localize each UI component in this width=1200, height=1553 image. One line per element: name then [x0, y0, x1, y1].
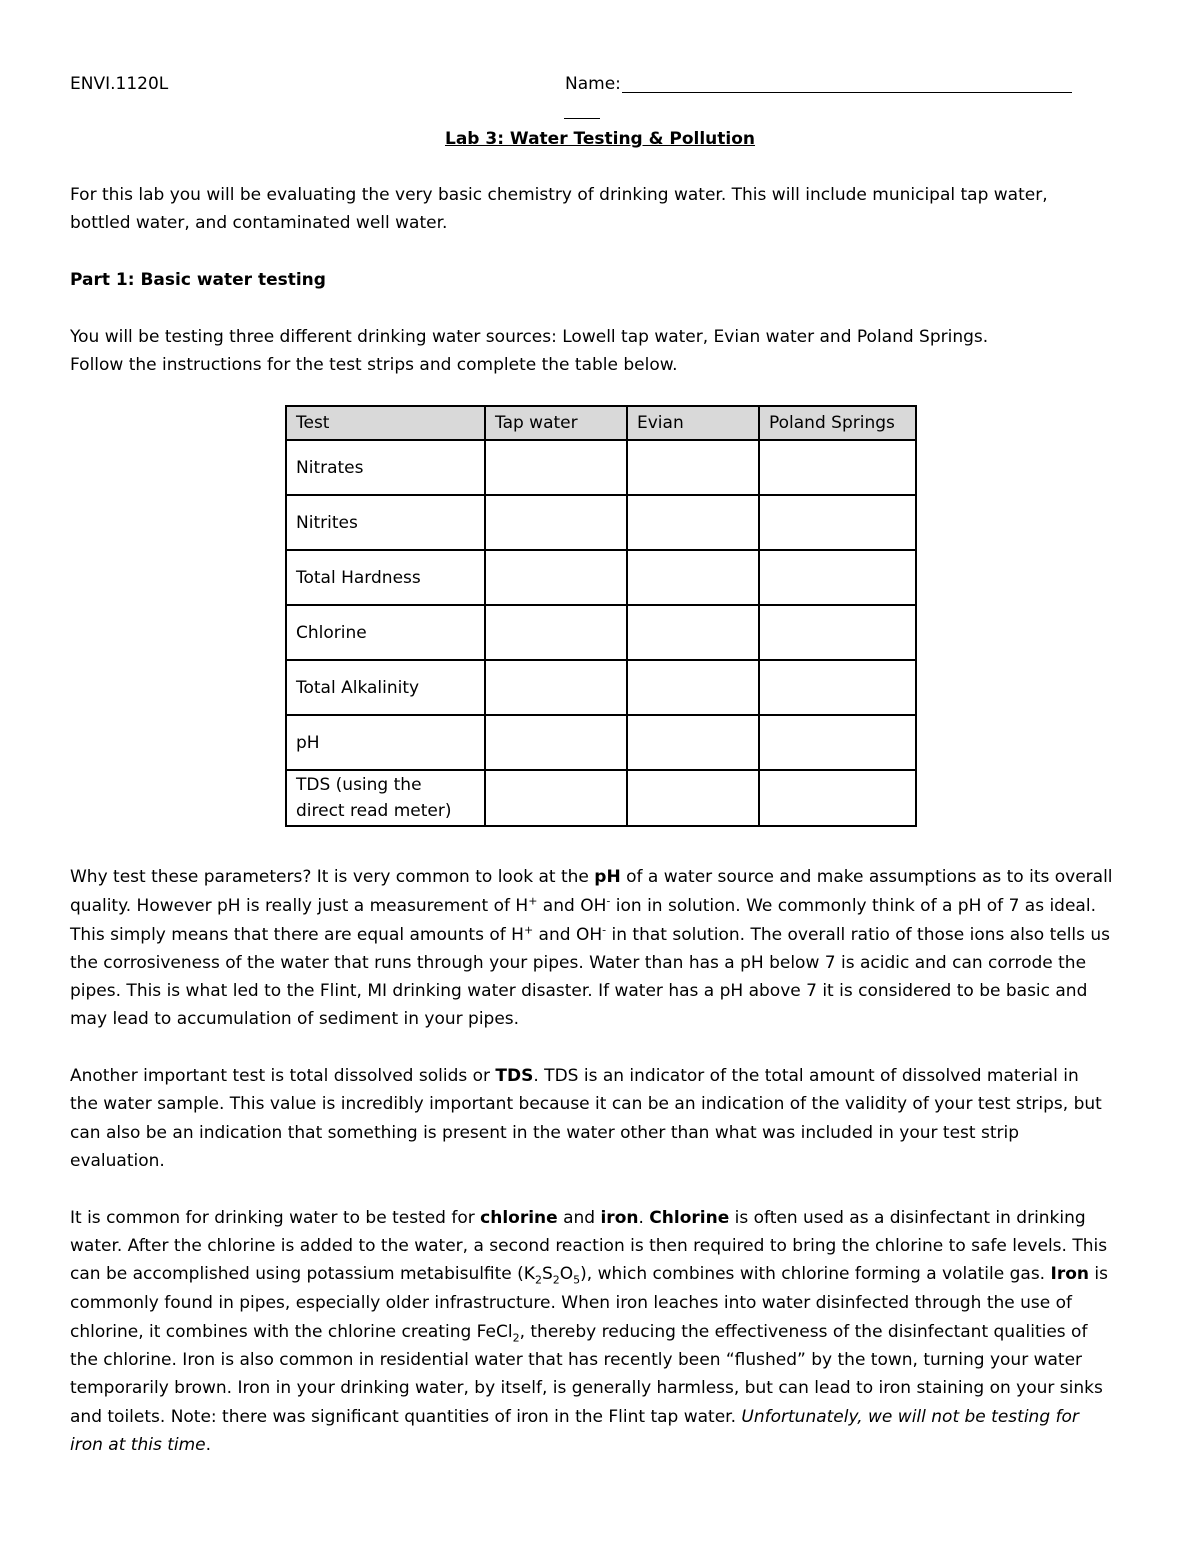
text-run: ion in solution. We commonly think of a pH of 7 as ideal. [610, 896, 1096, 916]
text-run: and [557, 1208, 601, 1228]
cl-para-line-2: water. After the chlorine is added to the water, a second reaction is then required to bring the chlorine to safe levels. This [70, 1236, 1108, 1256]
ph-para-line-1 [70, 867, 1113, 887]
text-run: , thereby reducing the effectiveness of the disinfectant qualities of [519, 1322, 1088, 1342]
text-run: It is common for drinking water to be tested for [70, 1208, 481, 1228]
text-run: S [541, 1264, 553, 1284]
tap-water-cell[interactable] [485, 715, 627, 770]
name-label: Name: [565, 74, 621, 94]
text-run: and toilets. Note: there was significant quantities of iron in the Flint tap water. [70, 1407, 742, 1427]
water-test-table [285, 405, 917, 827]
tap-water-cell[interactable] [485, 495, 627, 550]
ph-para-line-4: the corrosiveness of the water that runs through your pipes. Water than has a pH below 7 is acidic and can corrode the [70, 953, 1087, 973]
header-tap-water: Tap water [485, 406, 627, 440]
test-name: Chlorine [286, 605, 485, 660]
evian-cell[interactable] [627, 440, 759, 495]
superscript: - [602, 923, 607, 937]
cl-para-line-8 [70, 1407, 1079, 1427]
poland-springs-cell[interactable] [759, 770, 916, 826]
test-name [286, 770, 485, 826]
tap-water-cell[interactable] [485, 770, 627, 826]
tap-water-cell[interactable] [485, 605, 627, 660]
tap-water-cell[interactable] [485, 550, 627, 605]
poland-springs-cell[interactable] [759, 440, 916, 495]
evian-cell[interactable] [627, 495, 759, 550]
poland-springs-cell[interactable] [759, 660, 916, 715]
subscript: 2 [534, 1273, 542, 1287]
table-header-row [286, 406, 916, 440]
part1-line-1: You will be testing three different drinking water sources: Lowell tap water, Evian water and Poland Springs. [70, 327, 989, 347]
cl-para-line-4: commonly found in pipes, especially older infrastructure. When iron leaches into water disinfected through the use of [70, 1293, 1073, 1313]
text-run-italic: iron at this time [70, 1435, 206, 1455]
test-name-line: TDS (using the [296, 775, 422, 795]
table-row [286, 495, 916, 550]
poland-springs-cell[interactable] [759, 550, 916, 605]
part1-line-2: Follow the instructions for the test strips and complete the table below. [70, 355, 678, 375]
table-row [286, 550, 916, 605]
cl-para-line-9 [70, 1435, 211, 1455]
subscript: 2 [512, 1331, 520, 1345]
evian-cell[interactable] [627, 550, 759, 605]
test-name: Nitrites [286, 495, 485, 550]
evian-cell[interactable] [627, 715, 759, 770]
poland-springs-cell[interactable] [759, 605, 916, 660]
text-run-bold: Iron [1050, 1264, 1089, 1284]
cl-para-line-6: the chlorine. Iron is also common in residential water that has recently been “flushed” by the town, turning your water [70, 1350, 1083, 1370]
text-run-bold: pH [594, 867, 621, 887]
superscript: - [606, 894, 611, 908]
course-code: ENVI.1120L [70, 74, 169, 94]
text-run: and OH [537, 896, 607, 916]
intro-line-1: For this lab you will be evaluating the very basic chemistry of drinking water. This will include municipal tap water, [70, 185, 1048, 205]
text-run: in that solution. The overall ratio of those ions also tells us [606, 925, 1111, 945]
cl-para-line-7: temporarily brown. Iron in your drinking water, by itself, is generally harmless, but can lead to iron staining on your sinks [70, 1378, 1103, 1398]
text-run: is often used as a disinfectant in drinking [729, 1208, 1086, 1228]
cl-para-line-3 [70, 1264, 1108, 1287]
text-run: This simply means that there are equal amounts of H [70, 925, 524, 945]
tds-para-line-3: can also be an indication that something is present in the water other than what was included in your test strip [70, 1123, 1019, 1143]
table-row [286, 770, 916, 826]
poland-springs-cell[interactable] [759, 495, 916, 550]
text-run: can be accomplished using potassium metabisulfite (K [70, 1264, 535, 1284]
ph-para-line-5: pipes. This is what led to the Flint, MI drinking water disaster. If water has a pH above 7 it is considered to be basic and [70, 981, 1088, 1001]
intro-line-2: bottled water, and contaminated well water. [70, 213, 448, 233]
text-run: of a water source and make assumptions as to its overall [620, 867, 1113, 887]
name-field-underline-continued[interactable] [564, 118, 600, 119]
text-run: . TDS is an indicator of the total amount of dissolved material in [533, 1066, 1079, 1086]
text-run-bold: TDS [495, 1066, 534, 1086]
text-run: ), which combines with chlorine forming a volatile gas. [580, 1264, 1051, 1284]
text-run: quality. However pH is really just a measurement of H [70, 896, 529, 916]
evian-cell[interactable] [627, 770, 759, 826]
text-run-bold: Chlorine [649, 1208, 730, 1228]
table-row [286, 715, 916, 770]
tds-para-line-2: the water sample. This value is incredibly important because it can be an indication of the validity of your test strips, but [70, 1094, 1102, 1114]
text-run: chlorine, it combines with the chlorine creating FeCl [70, 1322, 513, 1342]
text-run: Why test these parameters? It is very common to look at the [70, 867, 595, 887]
test-name: pH [286, 715, 485, 770]
evian-cell[interactable] [627, 660, 759, 715]
ph-para-line-6: may lead to accumulation of sediment in your pipes. [70, 1009, 520, 1029]
cl-para-line-5 [70, 1322, 1088, 1345]
text-run-bold: chlorine [480, 1208, 558, 1228]
ph-para-line-2 [70, 896, 1096, 916]
test-name: Total Hardness [286, 550, 485, 605]
tds-para-line-1 [70, 1066, 1079, 1086]
header-poland-springs: Poland Springs [759, 406, 916, 440]
table-row [286, 605, 916, 660]
text-run: . [638, 1208, 650, 1228]
test-name: Total Alkalinity [286, 660, 485, 715]
subscript: 5 [573, 1273, 581, 1287]
text-run: is [1089, 1264, 1108, 1284]
subscript: 2 [552, 1273, 560, 1287]
superscript: + [528, 894, 538, 908]
test-name-line: direct read meter) [296, 801, 452, 821]
text-run: . [205, 1435, 212, 1455]
header-test: Test [286, 406, 485, 440]
document-header [70, 74, 1080, 100]
page-title: Lab 3: Water Testing & Pollution [444, 129, 756, 149]
text-run: O [559, 1264, 574, 1284]
text-run-italic: Unfortunately, we will not be testing for [741, 1407, 1079, 1427]
test-name: Nitrates [286, 440, 485, 495]
text-run: Another important test is total dissolved solids or [70, 1066, 496, 1086]
cl-para-line-1 [70, 1208, 1086, 1228]
header-evian: Evian [627, 406, 759, 440]
tap-water-cell[interactable] [485, 660, 627, 715]
table-row [286, 440, 916, 495]
poland-springs-cell[interactable] [759, 715, 916, 770]
superscript: + [523, 923, 534, 937]
name-field-underline[interactable] [622, 92, 1072, 93]
table-row [286, 660, 916, 715]
part1-heading: Part 1: Basic water testing [70, 270, 326, 290]
tds-para-line-4: evaluation. [70, 1151, 165, 1171]
text-run: and OH [533, 925, 603, 945]
tap-water-cell[interactable] [485, 440, 627, 495]
text-run-bold: iron [600, 1208, 639, 1228]
evian-cell[interactable] [627, 605, 759, 660]
ph-para-line-3 [70, 925, 1110, 945]
